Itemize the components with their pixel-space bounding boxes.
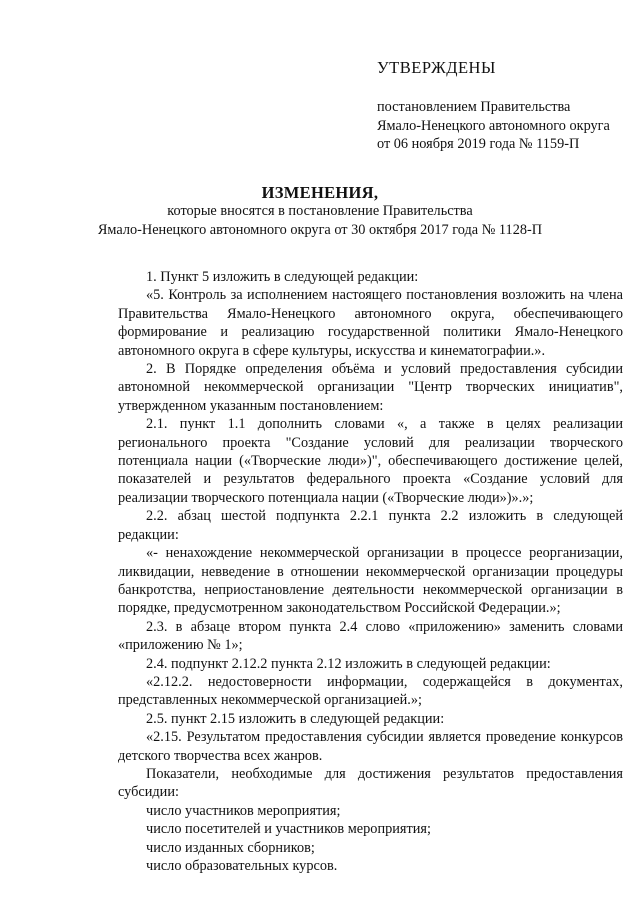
paragraph: 2. В Порядке определения объёма и условий предоставления субсидии автономной некоммерческой организации "Центр творческих инициатив", утвержденном указанным постановлением:: [118, 361, 623, 414]
paragraph: «- ненахождение некоммерческой организации в процессе реорганизации, ликвидации, невведение в отношении некоммерческой организации процедуры банкротства, неприостановление деятельности некоммерческой организации в порядке, предусмотренном законодательством Российской Федерации.»;: [118, 545, 623, 617]
document-title-block: [60, 183, 580, 239]
paragraph: Показатели, необходимые для достижения результатов предоставления субсидии:: [118, 765, 623, 801]
document-subtitle-line: Ямало-Ненецкого автономного округа от 30 октября 2017 года № 1128-П: [97, 221, 543, 238]
paragraph: «2.12.2. недостоверности информации, содержащейся в документах, представленных некоммерческой организацией.»;: [118, 673, 623, 709]
document-title: ИЗМЕНЕНИЯ,: [261, 183, 379, 202]
document-body: [118, 268, 623, 875]
approval-line: Ямало-Ненецкого автономного округа: [377, 117, 610, 134]
approval-heading: УТВЕРЖДЕНЫ: [377, 58, 496, 77]
paragraph: 1. Пункт 5 изложить в следующей редакции:: [146, 269, 419, 285]
paragraph: «2.15. Результатом предоставления субсидии является проведение конкурсов детского творчества всех жанров.: [118, 729, 623, 764]
paragraph: 2.1. пункт 1.1 дополнить словами «, а также в целях реализации регионального проекта "Создание условий для реализации творческого потенциала нации («Творческие люди»)", обеспечивающего достижение целей, показателей и результатов федерального проекта «Создание условий для реализации творческого потенциала нации («Творческие люди»)».»;: [118, 416, 623, 506]
paragraph: 2.5. пункт 2.15 изложить в следующей редакции:: [146, 710, 445, 727]
approval-line: от 06 ноября 2019 года № 1159-П: [377, 136, 580, 152]
list-item: число изданных сборников;: [146, 839, 315, 856]
paragraph: «5. Контроль за исполнением настоящего постановления возложить на члена Правительства Ямало-Ненецкого автономного округа, обеспечивающего формирование и реализацию государственной политики Ямало-Ненецкого автономного округа в сфере культуры, искусства и кинематографии.».: [118, 287, 623, 359]
approval-line: постановлением Правительства: [377, 99, 571, 115]
list-item: число участников мероприятия;: [146, 802, 341, 819]
list-item: число посетителей и участников мероприятия;: [146, 821, 431, 838]
paragraph: 2.3. в абзаце втором пункта 2.4 слово «приложению» заменить словами «приложению № 1»;: [118, 618, 623, 654]
document-subtitle-line: которые вносятся в постановление Правительства: [167, 203, 473, 219]
approval-details: [377, 98, 610, 154]
list-item: число образовательных курсов.: [146, 858, 338, 874]
paragraph: 2.2. абзац шестой подпункта 2.2.1 пункта 2.2 изложить в следующей редакции:: [118, 508, 623, 543]
paragraph: 2.4. подпункт 2.12.2 пункта 2.12 изложить в следующей редакции:: [146, 655, 551, 672]
